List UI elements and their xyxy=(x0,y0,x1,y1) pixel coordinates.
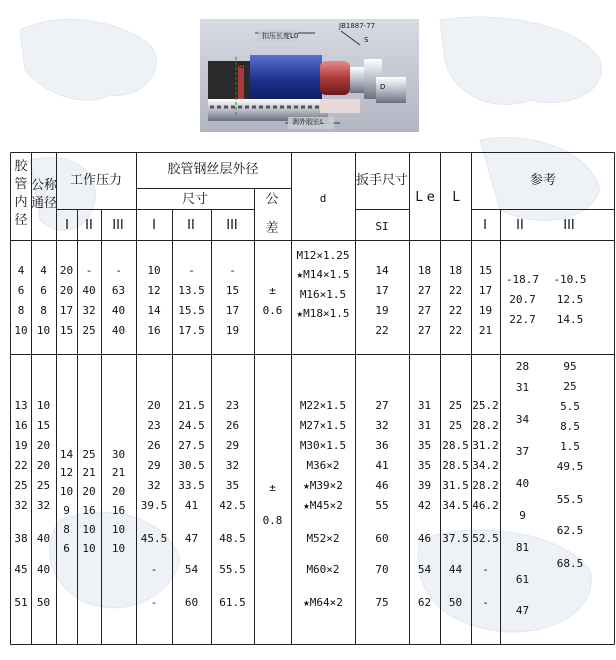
cell: 55 xyxy=(375,499,389,512)
cell: 22 xyxy=(375,324,389,337)
cell: M22×1.5 xyxy=(299,399,347,412)
cell: 30 xyxy=(111,448,126,461)
s1-od2-col xyxy=(172,264,211,337)
hdr-ref-iii: III xyxy=(563,218,575,233)
cell: 32 xyxy=(225,459,240,472)
cell: 25 xyxy=(563,380,577,393)
s1-od1-col xyxy=(136,264,172,337)
cell: - xyxy=(150,563,158,576)
cell: 17 xyxy=(478,284,493,297)
cell: 28 xyxy=(515,360,530,373)
cell: 5.5 xyxy=(560,400,580,413)
cell: 17.5 xyxy=(178,324,205,337)
cell: 44 xyxy=(448,563,463,576)
cell: 15 xyxy=(225,284,240,297)
s2-ref3-col xyxy=(545,360,595,575)
hdr-ref-i: I xyxy=(483,218,487,233)
hdr-nominal-1: 公称 xyxy=(30,178,58,193)
cell: 27 xyxy=(417,284,432,297)
cell: 14 xyxy=(59,448,74,461)
cell: 32 xyxy=(147,479,161,492)
cell: 61.5 xyxy=(219,596,246,609)
strip-length-label: 剥外胶长L xyxy=(292,118,324,126)
cell: 20 xyxy=(147,399,161,412)
cell: 31.5 xyxy=(442,479,469,492)
cell: 55.5 xyxy=(556,493,584,506)
cell: 81 xyxy=(515,541,530,554)
cell: 20 xyxy=(111,485,126,498)
hdr-hose-id-3: 内 xyxy=(14,195,28,210)
cell: 37 xyxy=(515,445,530,458)
hdr-ref-ii: II xyxy=(516,218,524,233)
cell: 39.5 xyxy=(140,499,168,512)
cell: M36×2 xyxy=(306,459,340,472)
hdr-nominal-2: 通径 xyxy=(30,196,58,211)
hdr-hose-id-2: 管 xyxy=(14,177,28,192)
cell: 26 xyxy=(147,439,161,452)
cell: - xyxy=(229,264,236,277)
s1-ref1-col xyxy=(471,264,500,337)
s1-wp1-col xyxy=(56,264,77,337)
s1-ref3-col xyxy=(545,273,595,326)
cell: 10 xyxy=(111,542,126,555)
cell: 20.7 xyxy=(509,293,536,306)
crimp-length-label: 扣压长度L0 xyxy=(262,32,299,40)
s2-od2-col xyxy=(172,399,211,609)
cell: 10 xyxy=(36,324,51,337)
cell: 47 xyxy=(184,532,199,545)
cell: 12.5 xyxy=(556,293,584,306)
cell: 6 xyxy=(63,542,70,555)
s2-si-col xyxy=(355,399,409,609)
cell: 22 xyxy=(448,284,463,297)
cell: 68.5 xyxy=(556,557,584,570)
cell: M30×1.5 xyxy=(299,439,347,452)
cell: 13.5 xyxy=(178,284,205,297)
hdr-od-iii: III xyxy=(226,218,238,233)
hdr-wrench-si: SI xyxy=(375,220,389,233)
cell: 25 xyxy=(14,479,28,492)
hdr-wp-i: I xyxy=(65,218,69,233)
cell: 10 xyxy=(36,399,51,412)
cell: 21 xyxy=(478,324,493,337)
cell: 70 xyxy=(375,563,389,576)
s1-l-col xyxy=(440,264,471,337)
cell: 32 xyxy=(82,304,96,317)
cell: 25 xyxy=(36,479,51,492)
cell: ★M14×1.5 xyxy=(296,268,350,281)
cell: 14 xyxy=(375,264,389,277)
hdr-thread-d: d xyxy=(319,192,327,205)
cell: 15.5 xyxy=(178,304,205,317)
cell: 17 xyxy=(375,284,389,297)
cell: 30.5 xyxy=(178,459,205,472)
cell: 17 xyxy=(225,304,240,317)
cell: 10 xyxy=(82,523,96,536)
cell: 21 xyxy=(82,466,96,479)
s2-wp3-col xyxy=(101,448,136,558)
cell: 60 xyxy=(184,596,199,609)
cell: - xyxy=(482,563,489,576)
hdr-steel-wire-od: 胶管钢丝层外径 xyxy=(167,162,259,177)
hdr-od-ii: II xyxy=(187,218,195,233)
cell: 6 xyxy=(40,284,47,297)
cell: 22 xyxy=(448,324,463,337)
cell: 32 xyxy=(36,499,51,512)
cell: 12 xyxy=(147,284,161,297)
cell: 10 xyxy=(14,324,28,337)
cell: 61 xyxy=(515,573,530,586)
cell: 54 xyxy=(417,563,432,576)
cell: 25 xyxy=(82,324,96,337)
cell: 41 xyxy=(375,459,389,472)
cell: 62.5 xyxy=(556,524,584,537)
cell: 20 xyxy=(59,264,74,277)
cell: 46 xyxy=(417,532,432,545)
s2-le-col xyxy=(409,399,440,609)
s-label: S xyxy=(364,36,369,44)
cell: M16×1.5 xyxy=(299,288,347,301)
hdr-working-pressure: 工作压力 xyxy=(69,173,123,188)
cell: 28.5 xyxy=(442,459,469,472)
cell: M60×2 xyxy=(306,563,340,576)
cell: 62 xyxy=(417,596,432,609)
cell: 32 xyxy=(14,499,28,512)
s1-od3-col xyxy=(211,264,254,337)
cell: 47 xyxy=(515,604,530,617)
cell: 42.5 xyxy=(219,499,246,512)
cell: 35 xyxy=(225,479,240,492)
s1-wp3-col xyxy=(101,264,136,337)
cell: 22 xyxy=(14,459,28,472)
cell: 23 xyxy=(147,419,161,432)
hdr-le: L e xyxy=(415,190,435,205)
cell: 25 xyxy=(448,399,463,412)
cell: 40 xyxy=(111,324,126,337)
cell: 51 xyxy=(14,596,28,609)
cell: M12×1.25 xyxy=(296,249,350,262)
s1-tolerance-col xyxy=(254,284,291,324)
cell: ★M64×2 xyxy=(303,596,343,609)
cell: 24.5 xyxy=(178,419,205,432)
cell: - xyxy=(482,596,489,609)
hdr-wp-iii: III xyxy=(112,218,124,233)
s2-hose-id-col xyxy=(10,399,32,609)
cell: 28.5 xyxy=(442,439,469,452)
cell: 1.5 xyxy=(560,440,580,453)
cell: 27.5 xyxy=(178,439,205,452)
s2-wp2-col xyxy=(77,448,101,558)
cell: 41 xyxy=(184,499,199,512)
hdr-tolerance-1: 公 xyxy=(265,192,279,207)
hdr-hose-id-1: 胶 xyxy=(14,159,28,174)
cell: 28.2 xyxy=(472,479,499,492)
cell: 8 xyxy=(40,304,47,317)
cell: 45.5 xyxy=(140,532,168,545)
cell: 31.2 xyxy=(472,439,499,452)
cell: 38 xyxy=(14,532,28,545)
cell: 15 xyxy=(59,324,74,337)
cell: 25.2 xyxy=(472,399,499,412)
s1-nominal-col xyxy=(31,264,56,337)
cell: 27 xyxy=(417,324,432,337)
cell: 8 xyxy=(17,304,25,317)
cell: 60 xyxy=(375,532,389,545)
cell: ± xyxy=(269,481,276,494)
cell: 34.5 xyxy=(442,499,469,512)
hdr-size: 尺寸 xyxy=(181,192,209,207)
cell: 10 xyxy=(147,264,161,277)
d0-dim-label: D xyxy=(380,83,386,91)
s2-ref2-col xyxy=(500,360,545,615)
cell: 36 xyxy=(375,439,389,452)
cell: 21.5 xyxy=(178,399,205,412)
cell: 40 xyxy=(36,563,51,576)
cell: 9 xyxy=(63,504,70,517)
s2-od3-col xyxy=(211,399,254,609)
cell: 55.5 xyxy=(219,563,246,576)
cell: 14 xyxy=(147,304,161,317)
cell: 4 xyxy=(40,264,47,277)
cell: 16 xyxy=(14,419,28,432)
cell: 34 xyxy=(515,413,530,426)
s2-wp1-col xyxy=(56,448,77,558)
cell: 29 xyxy=(147,459,161,472)
cell: 0.6 xyxy=(262,304,283,317)
cell: 31 xyxy=(515,381,530,394)
cell: - xyxy=(150,596,158,609)
s1-wp2-col xyxy=(77,264,101,337)
cell: ★M18×1.5 xyxy=(296,307,350,320)
standard-code: JB1887-77 xyxy=(339,22,376,30)
cell: 35 xyxy=(417,459,432,472)
cell: 20 xyxy=(59,284,74,297)
hdr-l: L xyxy=(452,190,460,205)
cell: 16 xyxy=(82,504,96,517)
cell: 20 xyxy=(36,459,51,472)
cell: 63 xyxy=(111,284,126,297)
cell: 35 xyxy=(417,439,432,452)
cell: 6 xyxy=(17,284,25,297)
cell: 31 xyxy=(417,419,432,432)
cell: 23 xyxy=(225,399,240,412)
cell: 42 xyxy=(417,499,432,512)
cell: 52.5 xyxy=(472,532,499,545)
cell: 25 xyxy=(448,419,463,432)
cell: 18 xyxy=(448,264,463,277)
cell: 15 xyxy=(36,419,51,432)
cell: 25 xyxy=(82,448,96,461)
cell: 14.5 xyxy=(556,313,584,326)
cell: 10 xyxy=(82,542,96,555)
cell: 21 xyxy=(111,466,126,479)
cell: - xyxy=(188,264,195,277)
s1-le-col xyxy=(409,264,440,337)
cell: 18 xyxy=(417,264,432,277)
cell: M52×2 xyxy=(306,532,340,545)
cell: 10 xyxy=(59,485,74,498)
cell: ★M45×2 xyxy=(303,499,343,512)
cell: 75 xyxy=(375,596,389,609)
cell: 22 xyxy=(448,304,463,317)
hdr-wp-ii: II xyxy=(85,218,93,233)
cell: 31 xyxy=(417,399,432,412)
cell: 27 xyxy=(375,399,389,412)
cell: 20 xyxy=(36,439,51,452)
cell: 8.5 xyxy=(560,420,580,433)
s2-nominal-col xyxy=(31,399,56,609)
cell: 9 xyxy=(519,509,526,522)
cell: 48.5 xyxy=(219,532,246,545)
cell: 19 xyxy=(375,304,389,317)
cell: - xyxy=(85,264,93,277)
s2-thread-col xyxy=(291,399,355,609)
cell: 40 xyxy=(111,304,126,317)
s1-ref2-col xyxy=(500,273,545,326)
cell: 10 xyxy=(111,523,126,536)
cell: M27×1.5 xyxy=(299,419,347,432)
cell: 12 xyxy=(59,466,74,479)
cell: 54 xyxy=(184,563,199,576)
cell: 46 xyxy=(375,479,389,492)
cell: 15 xyxy=(478,264,493,277)
cell: 26 xyxy=(225,419,240,432)
cell: 40 xyxy=(515,477,530,490)
s1-si-col xyxy=(355,264,409,337)
s2-l-col xyxy=(440,399,471,609)
cell: 50 xyxy=(448,596,463,609)
s2-ref1-col xyxy=(471,399,500,609)
hdr-tolerance-2: 差 xyxy=(265,221,279,236)
cell: 0.8 xyxy=(262,514,283,527)
cell: 34.2 xyxy=(472,459,499,472)
cell: 32 xyxy=(375,419,389,432)
cell: - xyxy=(115,264,122,277)
cell: 50 xyxy=(36,596,51,609)
cell: 46.2 xyxy=(472,499,499,512)
hdr-reference: 参考 xyxy=(529,173,557,188)
cell: 22.7 xyxy=(509,313,536,326)
cell: 28.2 xyxy=(472,419,499,432)
cell: 19 xyxy=(225,324,240,337)
cell: 8 xyxy=(63,523,70,536)
hdr-wrench: 扳手尺寸 xyxy=(355,173,409,188)
d-dim-label: d xyxy=(239,62,244,70)
cell: 16 xyxy=(111,504,126,517)
cell: 16 xyxy=(147,324,161,337)
s1-hose-id-col xyxy=(10,264,32,337)
cell: 40 xyxy=(36,532,51,545)
cell: ★M39×2 xyxy=(303,479,343,492)
cell: -18.7 xyxy=(505,273,540,286)
cell: 33.5 xyxy=(178,479,205,492)
cell: 27 xyxy=(417,304,432,317)
cell: 95 xyxy=(563,360,577,373)
cell: 39 xyxy=(417,479,432,492)
cell: 29 xyxy=(225,439,240,452)
cell: -10.5 xyxy=(553,273,587,286)
cell: 17 xyxy=(59,304,74,317)
cell: 4 xyxy=(17,264,25,277)
hdr-hose-id-4: 径 xyxy=(14,213,28,228)
hdr-od-i: I xyxy=(152,218,156,233)
cell: 20 xyxy=(82,485,96,498)
s1-thread-col xyxy=(291,249,355,329)
cell: 40 xyxy=(82,284,96,297)
cell: 13 xyxy=(14,399,28,412)
cell: 37.5 xyxy=(442,532,469,545)
cell: ± xyxy=(269,284,276,297)
s2-tolerance-col xyxy=(254,481,291,527)
cell: 49.5 xyxy=(556,460,584,473)
cell: 19 xyxy=(14,439,28,452)
s2-od1-col xyxy=(136,399,172,609)
cell: 45 xyxy=(14,563,28,576)
cell: 19 xyxy=(478,304,493,317)
